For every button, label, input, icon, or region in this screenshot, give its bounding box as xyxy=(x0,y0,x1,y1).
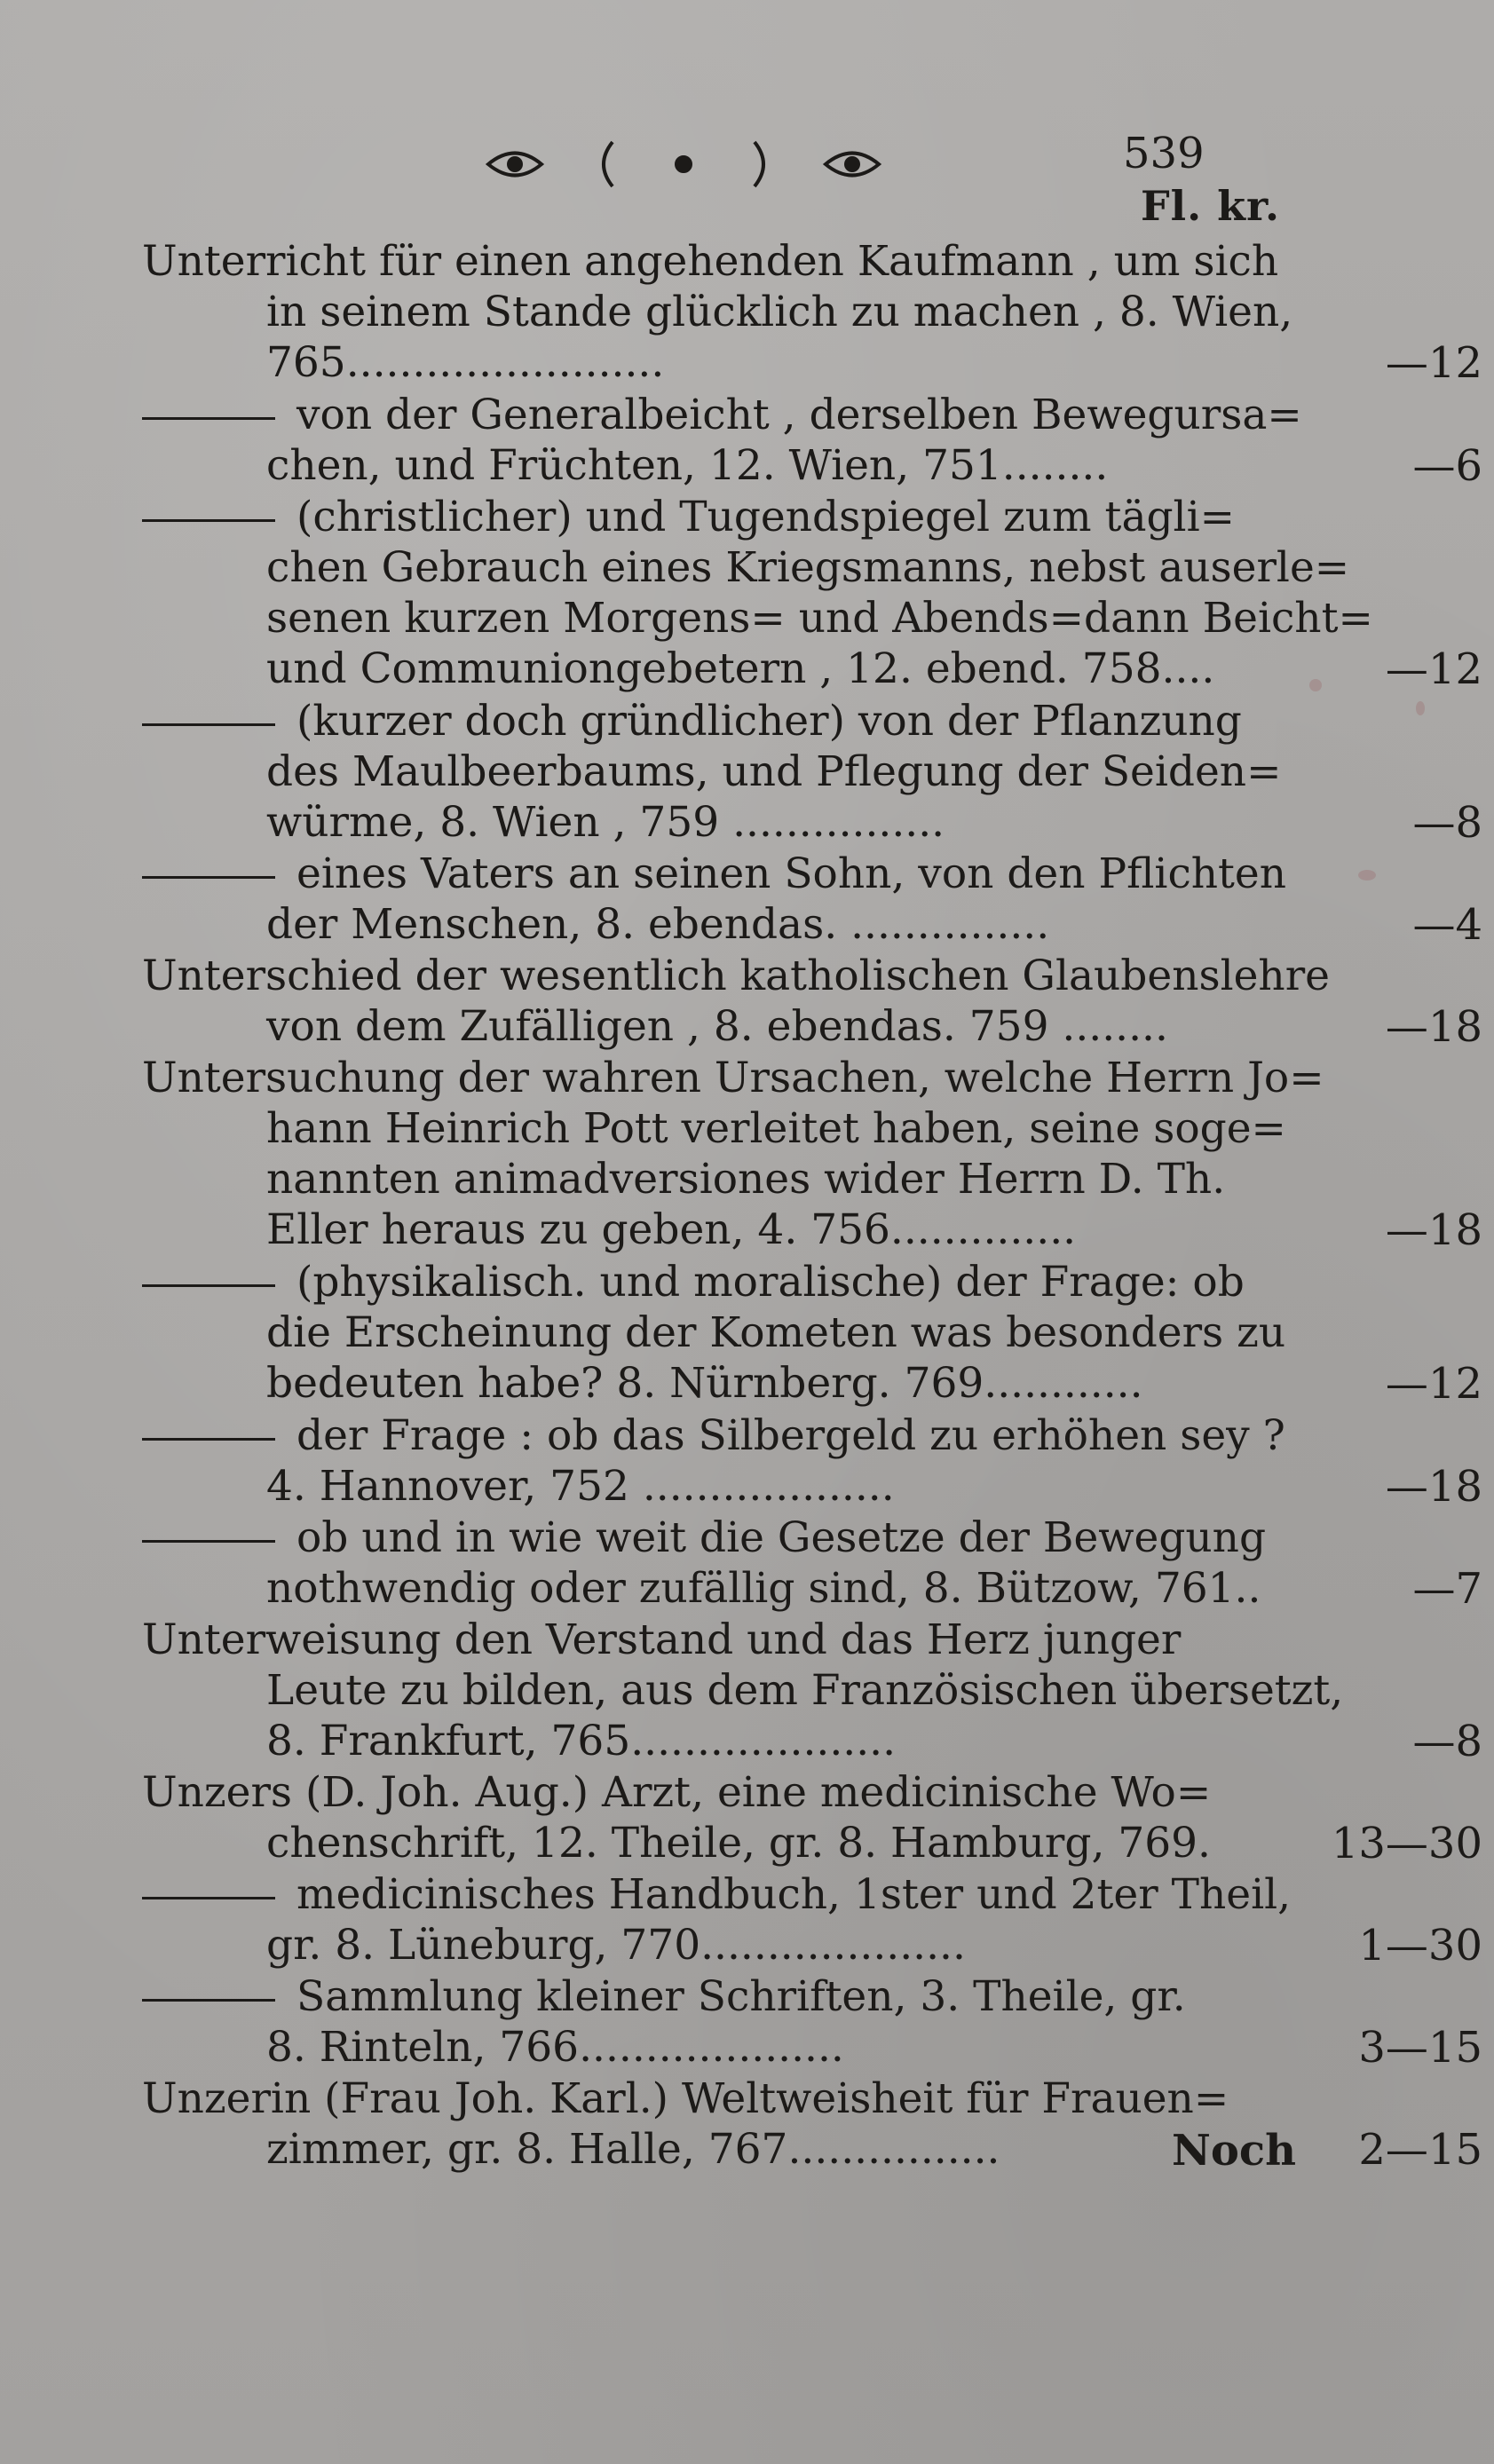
entry-line: 8. Rinteln, 766.................... xyxy=(266,2023,844,2072)
entry-price: —6 xyxy=(1412,441,1482,491)
entry-line-text: der Frage : ob das Silbergeld zu erhöhen sey ? xyxy=(296,1411,1285,1460)
ditto-dash xyxy=(142,1284,275,1287)
entry-line-text: medicinisches Handbuch, 1ster und 2ter Theil, xyxy=(296,1870,1292,1919)
entry-line: Unzers (D. Joh. Aug.) Arzt, eine medicinische Wo= xyxy=(142,1768,1212,1817)
printers-ornament xyxy=(479,133,888,195)
ditto-dash xyxy=(142,519,275,522)
entry-price: —7 xyxy=(1412,1564,1482,1614)
currency-column-heading: Fl. kr. xyxy=(1141,182,1281,230)
entry-line: bedeuten habe? 8. Nürnberg. 769............ xyxy=(266,1359,1143,1408)
entry-line-text: von der Generalbeicht , derselben Bewegursa= xyxy=(296,391,1302,439)
entry-line: Leute zu bilden, aus dem Französischen übersetzt, xyxy=(266,1666,1344,1715)
entry-line: senen kurzen Morgens= und Abends=dann Beicht= xyxy=(266,594,1373,643)
entry-line: und Communiongebetern , 12. ebend. 758.... xyxy=(266,644,1215,693)
entry-price: —8 xyxy=(1412,1717,1482,1766)
catchword: Noch xyxy=(1172,2126,1297,2176)
page-number: 539 xyxy=(1123,129,1205,178)
ditto-dash xyxy=(142,1897,275,1899)
entry-line: Unterweisung den Verstand und das Herz junger xyxy=(142,1615,1182,1664)
entry-line: nannten animadversiones wider Herrn D. Th. xyxy=(266,1155,1226,1204)
ditto-dash xyxy=(142,1540,275,1543)
entry-line: hann Heinrich Pott verleitet haben, seine soge= xyxy=(266,1104,1286,1153)
entry-line-text: (physikalisch. und moralische) der Frage: ob xyxy=(296,1258,1245,1307)
entry-line: der Menschen, 8. ebendas. ............... xyxy=(266,900,1050,949)
entry-price: 13—30 xyxy=(1331,1819,1482,1868)
entry-line-text: ob und in wie weit die Gesetze der Bewegung xyxy=(296,1513,1267,1562)
entry-price: —18 xyxy=(1385,1462,1482,1512)
entry-line: nothwendig oder zufällig sind, 8. Bützow, 761.. xyxy=(266,1564,1261,1613)
entry-line xyxy=(142,1512,1266,1565)
entry-price: 2—15 xyxy=(1358,2125,1482,2175)
entry-line xyxy=(142,1410,1285,1463)
entry-line xyxy=(142,1868,1291,1922)
entry-line: die Erscheinung der Kometen was besonders zu xyxy=(266,1308,1286,1357)
entry-line-text: (christlicher) und Tugendspiegel zum tägli= xyxy=(296,493,1235,541)
entry-line-text: (kurzer doch gründlicher) von der Pflanzung xyxy=(296,697,1242,746)
entry-line: Unzerin (Frau Joh. Karl.) Weltweisheit für Frauen= xyxy=(142,2074,1229,2123)
entry-line-text: eines Vaters an seinen Sohn, von den Pflichten xyxy=(296,849,1287,898)
entry-line-text: Sammlung kleiner Schriften, 3. Theile, gr. xyxy=(296,1972,1186,2021)
entry-line xyxy=(142,848,1286,901)
entry-price: —18 xyxy=(1385,1205,1482,1255)
entry-price: —18 xyxy=(1385,1002,1482,1052)
entry-line: chenschrift, 12. Theile, gr. 8. Hamburg, 769. xyxy=(266,1819,1211,1868)
entry-line xyxy=(142,389,1302,442)
stain-spot xyxy=(1416,701,1425,715)
ditto-dash xyxy=(142,1438,275,1441)
entry-line xyxy=(142,1970,1186,2024)
entry-line: Unterschied der wesentlich katholischen Glaubenslehre xyxy=(142,952,1330,1000)
entry-price: —8 xyxy=(1412,798,1482,848)
entry-line: 4. Hannover, 752 ................... xyxy=(266,1462,895,1511)
ditto-dash xyxy=(142,876,275,879)
entry-line xyxy=(142,695,1242,748)
entry-price: —12 xyxy=(1385,338,1482,388)
entry-line: würme, 8. Wien , 759 ................ xyxy=(266,798,945,847)
entry-line: von dem Zufälligen , 8. ebendas. 759 ........ xyxy=(266,1002,1168,1051)
entry-line xyxy=(142,491,1235,544)
entry-line: in seinem Stande glücklich zu machen , 8. Wien, xyxy=(266,288,1293,336)
entry-line: Untersuchung der wahren Ursachen, welche Herrn Jo= xyxy=(142,1054,1324,1102)
entry-line: 8. Frankfurt, 765.................... xyxy=(266,1717,897,1765)
stain-spot xyxy=(1358,870,1376,881)
entry-price: —4 xyxy=(1412,900,1482,950)
entry-line: zimmer, gr. 8. Halle, 767................ xyxy=(266,2125,1000,2174)
entry-price: —12 xyxy=(1385,644,1482,694)
entry-line: Unterricht für einen angehenden Kaufmann , um sich xyxy=(142,237,1279,286)
entry-price: 1—30 xyxy=(1358,1921,1482,1970)
entry-line: des Maulbeerbaums, und Pflegung der Seiden= xyxy=(266,747,1282,796)
ditto-dash xyxy=(142,723,275,726)
entry-price: —12 xyxy=(1385,1359,1482,1409)
ditto-dash xyxy=(142,417,275,420)
ditto-dash xyxy=(142,1999,275,2002)
entry-price: 3—15 xyxy=(1358,2023,1482,2073)
entry-line: chen, und Früchten, 12. Wien, 751........ xyxy=(266,441,1109,490)
entry-line xyxy=(142,1256,1245,1309)
entry-line: gr. 8. Lüneburg, 770.................... xyxy=(266,1921,966,1970)
entry-line: Eller heraus zu geben, 4. 756.............. xyxy=(266,1205,1077,1254)
entry-line: chen Gebrauch eines Kriegsmanns, nebst auserle= xyxy=(266,543,1350,592)
entry-line: 765........................ xyxy=(266,338,665,387)
